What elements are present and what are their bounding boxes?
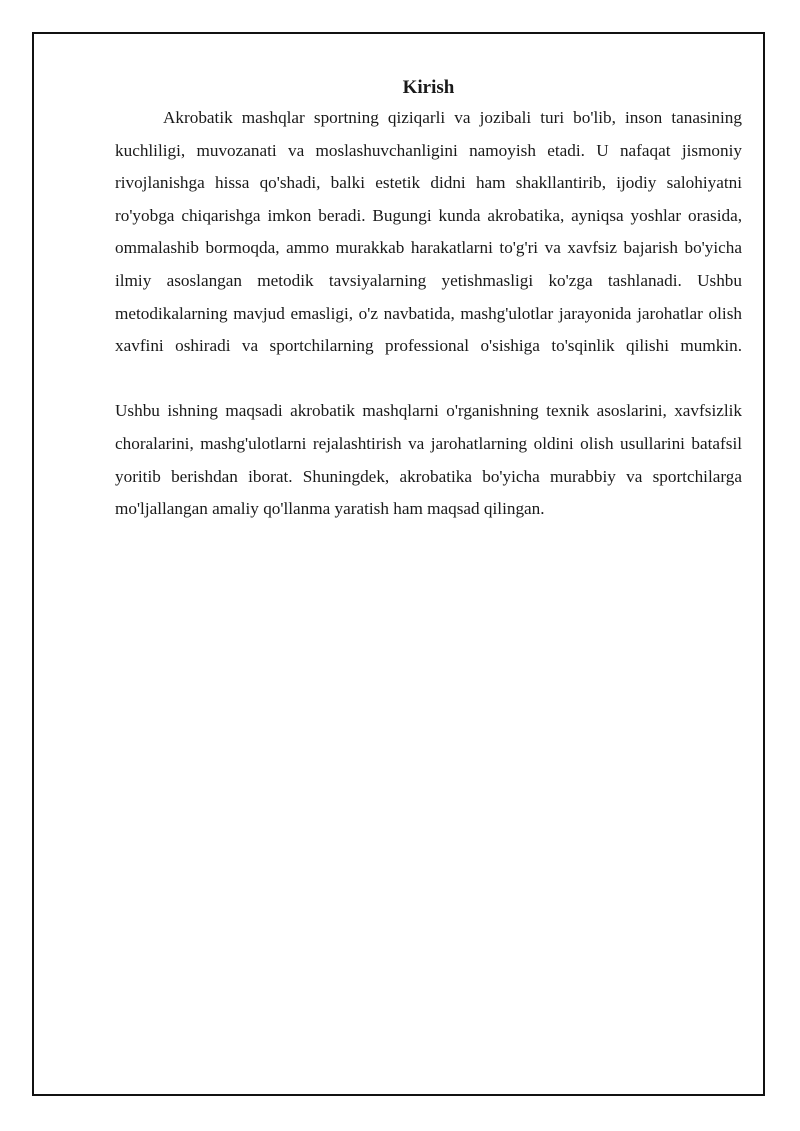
document-title: Kirish bbox=[402, 77, 455, 98]
purpose-paragraph: Ushbu ishning maqsadi akrobatik mashqlarni o'rganishning texnik asoslarini, xavfsizlik choralarini, mashg'ulotlarni rejalashtirish va jarohatlarning oldini olish usullarini batafsil yoritib berishdan iborat. Shuningdek, akrobatika bo'yicha murabbiy va sportchilarga mo'ljallangan amaliy qo'llanma yaratish ham maqsad qilingan. bbox=[115, 401, 742, 519]
paragraph-spacer bbox=[115, 363, 742, 396]
intro-paragraph: Akrobatik mashqlar sportning qiziqarli va jozibali turi bo'lib, inson tanasining kuchliligi, muvozanati va moslashuvchanligini namoyish etadi. U nafaqat jismoniy rivojlanishga hissa qo'shadi, balki estetik didni ham shakllantirib, ijodiy salohiyatni ro'yobga chiqarishga imkon beradi. Bugungi kunda akrobatika, ayniqsa yoshlar orasida, ommalashib bormoqda, ammo murakkab harakatlarni to'g'ri va xavfsiz bajarish bo'yicha ilmiy asoslangan metodik tavsiyalarning yetishmasligi ko'zga tashlanadi. Ushbu metodikalarning mavjud emasligi, o'z navbatida, mashg'ulotlar jarayonida jarohatlar olish xavfini oshiradi va sportchilarning professional o'sishiga to'sqinlik qilishi mumkin. bbox=[115, 108, 742, 356]
document-body bbox=[115, 74, 742, 526]
